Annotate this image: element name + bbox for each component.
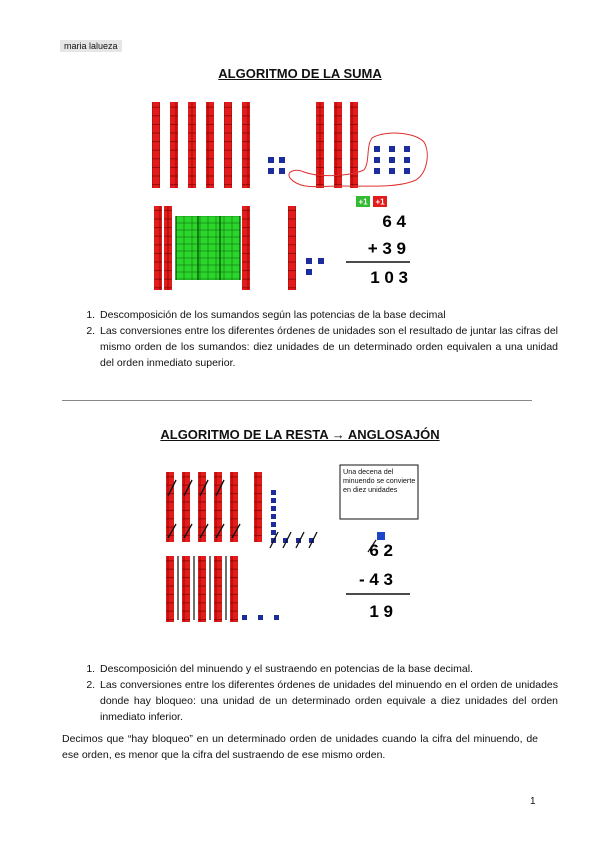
unit-cube [274, 615, 279, 620]
unit-cube [258, 615, 263, 620]
unit-cubes-group-39 [374, 146, 410, 174]
unit-cubes-group-64 [268, 157, 285, 174]
page-number: 1 [530, 796, 536, 807]
suma-note-1: 1. Descomposición de los sumandos según las potencias de la base decimal [98, 307, 558, 323]
unit-cube [271, 506, 276, 511]
sum-result: 1 0 3 [370, 268, 408, 287]
unit-cube [374, 157, 380, 163]
unit-cube [271, 530, 276, 535]
ten-rod [166, 472, 174, 542]
hundred-flat [176, 216, 240, 280]
unit-cube [404, 157, 410, 163]
carry-badge-red-label: +1 [375, 197, 385, 207]
callout-text: Una decena del minuendo se convierte en diez unidades [343, 467, 416, 494]
ten-rod [206, 102, 214, 188]
ten-rod [242, 206, 250, 290]
ten-rod [230, 472, 238, 542]
unit-cube [279, 157, 285, 163]
sum-addend-2: + 3 9 [367, 239, 406, 258]
unit-cube [242, 615, 247, 620]
suma-title: ALGORITMO DE LA SUMA [218, 66, 382, 81]
unit-cube [268, 168, 274, 174]
ten-rod [254, 472, 262, 542]
unit-cube [389, 157, 395, 163]
unit-cube [374, 146, 380, 152]
ten-rod [182, 472, 190, 542]
unit-cube [268, 157, 274, 163]
ten-rod [188, 102, 196, 188]
resta-figure [0, 460, 600, 630]
unit-cube [271, 490, 276, 495]
bloqueo-paragraph: Decimos que “hay bloqueo” en un determinado orden de unidades cuando la cifra del minuendo, de ese orden, es menor que la cifra del sustraendo de ese mismo orden. [62, 733, 538, 761]
ten-rod [214, 472, 222, 542]
ten-rod [224, 102, 232, 188]
ten-rods-group-64 [152, 102, 250, 188]
result-unit-cubes [306, 258, 324, 275]
unit-cube [404, 146, 410, 152]
unit-cube [306, 258, 312, 264]
ten-rod [350, 102, 358, 188]
sub-minuend: 6 2 [369, 541, 393, 560]
unit-cube [389, 168, 395, 174]
suma-note-2: 2. Las conversiones entre los diferentes órdenes de unidades son el resultado de juntar las cifras del mismo orden de los sumandos: diez unidades de un determinado orden equivalen a una unidad del orden inmediato superior. [98, 323, 558, 371]
unit-cube [389, 146, 395, 152]
suma-figure [0, 90, 600, 290]
section-divider [62, 400, 532, 401]
unit-cube [306, 269, 312, 275]
callout-text-wrap [343, 467, 416, 519]
minuend-ten-rods [166, 472, 262, 542]
ten-rod [164, 206, 172, 290]
ten-rod [242, 102, 250, 188]
suma-notes [78, 307, 558, 371]
ten-rod [152, 102, 160, 188]
result-left-rods [154, 206, 172, 290]
ten-rod [214, 556, 222, 622]
blue-marker [377, 532, 385, 540]
carry-badge-green-label: +1 [358, 197, 368, 207]
ten-rod [182, 556, 190, 622]
sub-subtrahend: - 4 3 [358, 570, 393, 589]
ten-rod [198, 556, 206, 622]
unit-cube [318, 258, 324, 264]
sub-result: 1 9 [369, 602, 393, 621]
sum-addend-1: 6 4 [382, 212, 406, 231]
resta-title: ALGORITMO DE LA RESTA → ANGLOSAJÓN [160, 427, 440, 442]
remaining-ten-rods [166, 556, 238, 622]
ten-rod [288, 206, 296, 290]
unit-cube [271, 498, 276, 503]
ten-rod [154, 206, 162, 290]
resta-note-2: 2. Las conversiones entre los diferentes órdenes de unidades del minuendo en el orden de unidades donde hay bloqueo: una unidad de un determinado orden equivale a diez unidades del orden inmediato inferior. [98, 677, 558, 725]
unit-cube [374, 168, 380, 174]
result-right-rods [242, 206, 296, 290]
remaining-unit-cubes [242, 615, 279, 620]
converted-unit-cubes [271, 490, 314, 543]
author-label: maria lalueza [60, 40, 122, 52]
resta-note-1: 1. Descomposición del minuendo y el sustraendo en potencias de la base decimal. [98, 661, 558, 677]
unit-cube [279, 168, 285, 174]
ten-rod [230, 556, 238, 622]
ten-rod [170, 102, 178, 188]
ten-rod [166, 556, 174, 622]
unit-cube [271, 522, 276, 527]
ten-rod [198, 472, 206, 542]
resta-notes [78, 661, 558, 725]
unit-cube [404, 168, 410, 174]
unit-cube [271, 514, 276, 519]
